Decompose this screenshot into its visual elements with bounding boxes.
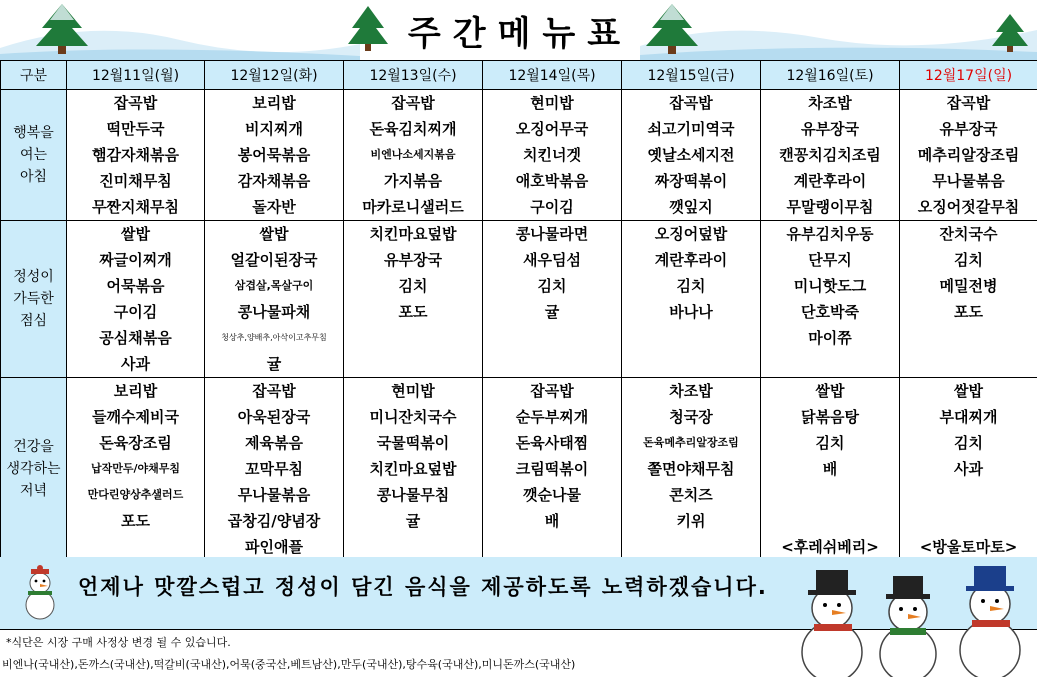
menu-item: 단호박죽 (801, 303, 859, 321)
menu-item: 차조밥 (669, 382, 713, 400)
menu-item: 봉어묵볶음 (237, 146, 311, 164)
menu-item: 진미채무침 (99, 172, 172, 190)
menu-item (761, 508, 899, 534)
menu-item: 쌀밥 (121, 225, 150, 243)
day-header-mon: 12월11일(월) (67, 61, 205, 90)
menu-item: 배 (544, 512, 560, 530)
menu-item: 무말랭이무침 (786, 198, 874, 216)
menu-item: 계란후라이 (654, 251, 728, 269)
menu-item: 콩나물라면 (515, 225, 589, 243)
origin-info: 비엔나(국내산),돈까스(국내산),떡갈비(국내산),어묵(중국산,베트남산),만두(국내산),탕수육(국내산),미니돈까스(국내산) (2, 658, 576, 671)
menu-item (761, 482, 899, 508)
meal-label-line: 여는 (19, 147, 48, 163)
menu-item: 옛날소세지전 (647, 146, 735, 164)
menu-item: 짜장떡볶이 (654, 172, 728, 190)
menu-item: 잡곡밥 (946, 94, 991, 112)
menu-item: 돈육장조림 (99, 434, 172, 452)
menu-item: 잡곡밥 (113, 94, 158, 112)
menu-item: 쌀밥 (815, 382, 845, 400)
menu-item: 포도 (954, 303, 983, 321)
menu-item: 치킨마요덮밥 (369, 460, 457, 478)
menu-item: 아욱된장국 (237, 408, 311, 426)
menu-item: 보리밥 (252, 94, 296, 112)
menu-item: 유부장국 (801, 120, 859, 138)
menu-item: 오징어젓갈무침 (917, 198, 1020, 216)
menu-cell (761, 90, 900, 221)
menu-item: 비엔나소세지볶음 (370, 148, 456, 161)
meal-label-line: 점심 (19, 313, 48, 329)
menu-item: 김치 (676, 277, 706, 295)
menu-item: 포도 (398, 303, 428, 321)
menu-item: 쇠고기미역국 (647, 120, 735, 138)
menu-cell (622, 378, 761, 561)
meal-label-line: 건강을 (13, 439, 54, 455)
menu-item: 돌자반 (252, 198, 296, 216)
menu-item: 삼겹살,목살구이 (234, 279, 314, 292)
menu-item (900, 508, 1037, 534)
menu-cell (344, 90, 483, 221)
menu-cell (483, 90, 622, 221)
meal-label-line: 가득한 (13, 291, 54, 307)
menu-item: 유부장국 (939, 120, 998, 138)
page-header (0, 0, 1037, 60)
menu-item: 메밀전병 (939, 277, 998, 295)
menu-cell (67, 221, 205, 378)
menu-item: 콩나물파채 (237, 303, 311, 321)
menu-item: 마이쮸 (808, 329, 852, 347)
meal-label-line: 아침 (19, 169, 48, 185)
menu-item: 배 (822, 460, 838, 478)
menu-item: 어묵볶음 (106, 277, 165, 295)
menu-item: 콘치즈 (669, 486, 713, 504)
menu-item: 콩나물무침 (376, 486, 450, 504)
menu-item: 잡곡밥 (669, 94, 713, 112)
menu-item: <후레쉬베리> (781, 538, 879, 556)
meal-label-dinner (1, 378, 67, 561)
change-notice: *식단은 시장 구매 사정상 변경 될 수 있습니다. (6, 636, 231, 649)
menu-item: 새우딤섬 (523, 251, 581, 269)
menu-item: 가지볶음 (384, 172, 442, 190)
menu-item: 청국장 (669, 408, 713, 426)
menu-item: 미니잔치국수 (369, 408, 457, 426)
menu-cell (900, 378, 1037, 561)
menu-item: 파인애플 (245, 538, 303, 556)
snowman-icon (880, 576, 936, 677)
menu-item: 단무지 (808, 251, 852, 269)
menu-cell (344, 378, 483, 561)
menu-item: 납작만두/야채무침 (90, 462, 181, 475)
menu-item: 무나물볶음 (932, 172, 1005, 190)
menu-cell (622, 221, 761, 378)
menu-item: 치킨마요덮밥 (369, 225, 457, 243)
meal-label-lunch (1, 221, 67, 378)
menu-item: 쫄면야채무침 (647, 460, 735, 478)
page-title: 주간메뉴표 (407, 13, 633, 54)
menu-item: 유부장국 (384, 251, 442, 269)
menu-item: 잔치국수 (939, 225, 998, 243)
menu-item: 포도 (121, 512, 150, 530)
meal-row-breakfast (1, 90, 1037, 221)
menu-item: <방울토마토> (919, 538, 1018, 556)
menu-item: 햄감자채볶음 (92, 146, 179, 164)
menu-item: 국물떡볶이 (376, 434, 450, 452)
table-header-row (1, 61, 1037, 90)
menu-item: 오징어무국 (515, 120, 589, 138)
menu-item: 깻순나물 (523, 486, 581, 504)
menu-item: 김치 (815, 434, 845, 452)
menu-item: 잡곡밥 (530, 382, 574, 400)
menu-item: 제육볶음 (245, 434, 303, 452)
menu-item: 부대찌개 (939, 408, 998, 426)
meal-label-line: 행복을 (13, 125, 54, 141)
menu-item: 캔꽁치김치조림 (779, 146, 881, 164)
menu-item (900, 482, 1037, 508)
menu-item: 현미밥 (391, 382, 435, 400)
menu-cell (761, 221, 900, 378)
meal-label-breakfast (1, 90, 67, 221)
snowmen-illustration (790, 560, 1037, 677)
menu-cell (622, 90, 761, 221)
menu-item: 귤 (544, 303, 560, 321)
category-header: 구분 (1, 61, 67, 90)
menu-cell (900, 221, 1037, 378)
menu-cell (344, 221, 483, 378)
menu-item: 사과 (954, 460, 983, 478)
day-header-fri: 12월15일(금) (622, 61, 761, 90)
menu-item: 순두부찌개 (515, 408, 589, 426)
menu-item: 차조밥 (808, 94, 852, 112)
menu-item: 돈육김치찌개 (369, 120, 457, 138)
menu-item: 현미밥 (530, 94, 574, 112)
meal-label-line: 정성이 (13, 269, 54, 285)
menu-item: 귤 (266, 355, 282, 373)
day-header-wed: 12월13일(수) (344, 61, 483, 90)
snowman-icon (802, 570, 862, 677)
menu-cell (205, 221, 344, 378)
menu-item: 공심채볶음 (99, 329, 172, 347)
meal-row-lunch (1, 221, 1037, 378)
menu-item: 크림떡볶이 (515, 460, 589, 478)
meal-label-line: 저녁 (19, 483, 48, 499)
menu-item: 무나물볶음 (237, 486, 311, 504)
menu-item: 떡만두국 (106, 120, 165, 138)
menu-item: 치킨너겟 (523, 146, 581, 164)
menu-cell (483, 378, 622, 561)
menu-item: 돈육사태찜 (515, 434, 589, 452)
menu-item: 오징어덮밥 (654, 225, 728, 243)
menu-item: 계란후라이 (793, 172, 867, 190)
menu-item: 메추리알장조림 (917, 146, 1020, 164)
menu-item: 비지찌개 (245, 120, 303, 138)
menu-item: 청상추,양배추,아삭이고추무침 (221, 333, 327, 342)
menu-item: 쌀밥 (954, 382, 983, 400)
day-header-sat: 12월16일(토) (761, 61, 900, 90)
menu-item: 얼갈이된장국 (230, 251, 318, 269)
menu-cell (761, 378, 900, 561)
menu-item: 김치 (537, 277, 567, 295)
menu-item: 만다린양상추샐러드 (87, 488, 184, 501)
menu-item: 깻잎지 (669, 198, 713, 216)
day-header-thu: 12월14일(목) (483, 61, 622, 90)
day-header-tue: 12월12일(화) (205, 61, 344, 90)
menu-item: 귤 (405, 512, 421, 530)
snowman-icon (960, 566, 1020, 677)
menu-item: 들깨수제비국 (92, 408, 179, 426)
menu-item: 쌀밥 (259, 225, 289, 243)
menu-item: 바나나 (669, 303, 713, 321)
weekly-menu-table (0, 60, 1037, 561)
meal-row-dinner (1, 378, 1037, 561)
meal-label-line: 생각하는 (6, 461, 61, 477)
menu-item: 애호박볶음 (515, 172, 589, 190)
menu-item: 김치 (954, 434, 983, 452)
slogan-text: 언제나 맛깔스럽고 정성이 담긴 음식을 제공하도록 노력하겠습니다. (78, 575, 768, 599)
menu-item: 구이김 (113, 303, 158, 321)
menu-item: 꼬막무침 (245, 460, 303, 478)
menu-item: 짜글이찌개 (99, 251, 172, 269)
menu-cell (67, 378, 205, 561)
menu-cell (205, 90, 344, 221)
snowman-icon (18, 565, 62, 623)
menu-item: 돈육메추리알장조림 (643, 436, 739, 449)
menu-cell (483, 221, 622, 378)
menu-item: 무짠지채무침 (92, 198, 179, 216)
menu-item: 잡곡밥 (252, 382, 296, 400)
menu-item: 구이김 (530, 198, 574, 216)
menu-item: 마카로니샐러드 (362, 198, 464, 216)
day-header-sun: 12월17일(일) (900, 61, 1037, 90)
menu-item: 미니핫도그 (793, 277, 867, 295)
menu-item: 곱창김/양념장 (227, 512, 321, 530)
menu-item: 잡곡밥 (391, 94, 435, 112)
menu-item: 닭볶음탕 (801, 408, 859, 426)
menu-item: 보리밥 (113, 382, 158, 400)
menu-item: 키위 (676, 512, 706, 530)
menu-cell (67, 90, 205, 221)
menu-item: 사과 (121, 355, 150, 373)
menu-item: 유부김치우동 (786, 225, 874, 243)
menu-item: 감자채볶음 (237, 172, 311, 190)
menu-cell (900, 90, 1037, 221)
menu-item: 김치 (398, 277, 428, 295)
menu-item: 김치 (954, 251, 983, 269)
menu-cell (205, 378, 344, 561)
